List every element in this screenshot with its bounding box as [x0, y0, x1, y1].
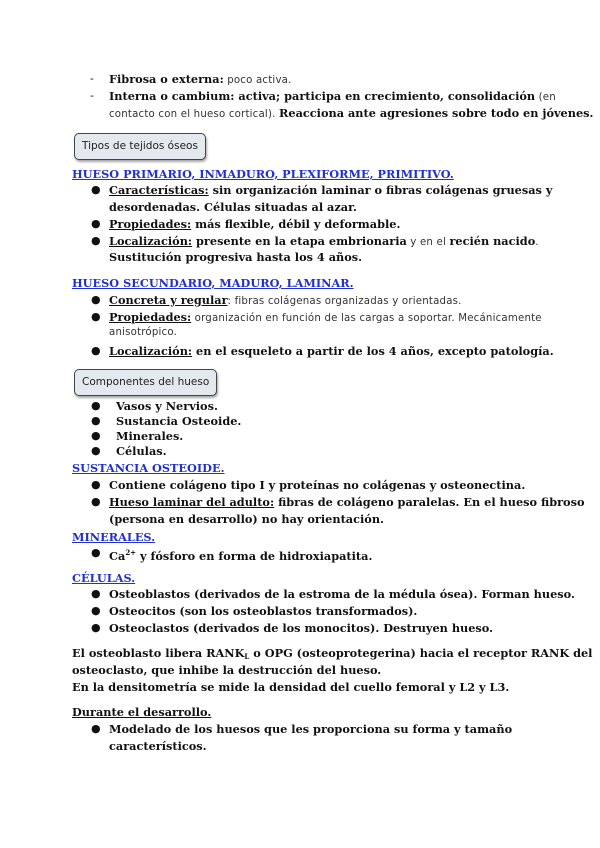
celulas-item: Osteoclastos (derivados de los monocitos). Destruyen hueso.: [109, 621, 494, 635]
secundario-propiedades-2: anisotrópico.: [109, 327, 178, 338]
capa-interna-label: Interna o cambium:: [109, 89, 235, 103]
primario-caracteristicas-2: desordenadas. Células situadas al azar.: [109, 200, 357, 214]
heading-sustancia-osteoide: SUSTANCIA OSTEOIDE.: [72, 461, 225, 475]
bullet-dot: ●: [91, 234, 101, 247]
componente-item: Vasos y Nervios.: [116, 399, 218, 413]
bullet-dot: ●: [91, 621, 101, 634]
bullet-dot: ●: [91, 722, 101, 735]
rank-subscript: L: [244, 652, 250, 661]
desarrollo-item-1: Modelado de los huesos que les proporciona su forma y tamaño: [109, 722, 513, 736]
bullet-dot: ●: [91, 310, 101, 323]
primario-caracteristicas: [109, 182, 552, 198]
localizacion-text: presente en la etapa embrionaria: [192, 234, 407, 248]
bullet-dot: ●: [91, 344, 101, 357]
propiedades-text: organización en función de las cargas a soportar. Mecánicamente: [191, 313, 542, 324]
secundario-concreta: [109, 292, 462, 310]
primario-localizacion-2: Sustitución progresiva hasta los 4 años.: [109, 250, 363, 264]
capa-interna-text: activa; participa en crecimiento, consolidación: [234, 89, 536, 103]
sustancia-item-2: [109, 494, 584, 510]
hueso-laminar-text: fibras de colágeno paralelas. En el hueso fibroso: [274, 495, 585, 509]
bullet-dot: ●: [91, 183, 101, 196]
celulas-item: Osteoblastos (derivados de la estroma de la médula ósea). Forman hueso.: [109, 587, 575, 601]
sustancia-item-2-line2: (persona en desarrollo) no hay orientación.: [109, 512, 384, 526]
primario-propiedades: [109, 216, 400, 232]
capa-interna-line2-bold: Reacciona ante agresiones sobre todo en jóvenes.: [279, 106, 594, 120]
capa-interna-paren: (en: [535, 92, 556, 103]
localizacion-label: Localización:: [109, 234, 193, 248]
bullet-dot: ●: [91, 399, 101, 412]
capa-fibrosa-label: Fibrosa o externa:: [109, 72, 224, 86]
bullet-dot: ●: [91, 546, 101, 559]
secundario-localizacion: [109, 343, 554, 359]
hueso-laminar-label: Hueso laminar del adulto:: [109, 495, 275, 509]
bullet-dot: ●: [91, 444, 101, 457]
desarrollo-item-1-line2: característicos.: [109, 739, 207, 753]
heading-desarrollo: Durante el desarrollo.: [72, 705, 212, 719]
componente-item: Células.: [116, 444, 167, 458]
dash-bullet: -: [90, 89, 94, 102]
sustancia-item-1: Contiene colágeno tipo I y proteínas no colágenas y osteonectina.: [109, 478, 526, 492]
rank-text-a: El osteoblasto libera RANK: [72, 646, 245, 660]
paragraph-rank-line2: osteoclasto, que inhibe la destrucción del hueso.: [72, 663, 382, 677]
propiedades-label: Propiedades:: [109, 310, 192, 324]
localizacion-text-b: recién nacido: [449, 234, 536, 248]
caracteristicas-label: Características:: [109, 183, 209, 197]
calcio-charge: 2+: [125, 548, 137, 557]
minerales-item-1: [109, 545, 372, 564]
concreta-text: : fibras colágenas organizadas y orientadas.: [227, 296, 462, 307]
bullet-dot: ●: [91, 587, 101, 600]
capa-interna-line2: [109, 105, 593, 123]
rank-text-b: o OPG (osteoprotegerina) hacia el receptor RANK del: [249, 646, 593, 660]
componente-item: Sustancia Osteoide.: [116, 414, 242, 428]
heading-hueso-primario: HUESO PRIMARIO, INMADURO, PLEXIFORME, PRIMITIVO.: [72, 167, 454, 181]
bullet-dot: ●: [91, 429, 101, 442]
capa-interna-line2-light: contacto con el hueso cortical).: [109, 109, 279, 120]
bullet-dot: ●: [91, 293, 101, 306]
heading-minerales: MINERALES.: [72, 530, 156, 544]
section-box-tipos: Tipos de tejidos óseos: [74, 133, 206, 160]
localizacion-label: Localización:: [109, 344, 193, 358]
capa-interna: [109, 88, 556, 106]
propiedades-text: más flexible, débil y deformable.: [191, 217, 401, 231]
heading-hueso-secundario: HUESO SECUNDARIO, MADURO, LAMINAR.: [72, 276, 354, 290]
bullet-dot: ●: [91, 495, 101, 508]
propiedades-label: Propiedades:: [109, 217, 192, 231]
localizacion-light: y en el: [406, 237, 450, 248]
capa-fibrosa-text: poco activa.: [223, 75, 292, 86]
capa-fibrosa: [109, 71, 292, 89]
bullet-dot: ●: [91, 217, 101, 230]
calcio-text: Ca: [109, 549, 126, 563]
localizacion-text: en el esqueleto a partir de los 4 años, excepto patología.: [192, 344, 554, 358]
heading-celulas: CÉLULAS.: [72, 571, 136, 585]
section-box-componentes: Componentes del hueso: [74, 369, 217, 396]
caracteristicas-text: sin organización laminar o fibras colágenas gruesas y: [208, 183, 553, 197]
componente-item: Minerales.: [116, 429, 184, 443]
bullet-dot: ●: [91, 478, 101, 491]
dash-bullet: -: [90, 72, 94, 85]
minerales-rest: y fósforo en forma de hidroxiapatita.: [136, 549, 373, 563]
concreta-label: Concreta y regular: [109, 293, 228, 307]
bullet-dot: ●: [91, 414, 101, 427]
localizacion-end: .: [535, 237, 539, 248]
paragraph-densitometria: En la densitometría se mide la densidad del cuello femoral y L2 y L3.: [72, 680, 510, 694]
bullet-dot: ●: [91, 604, 101, 617]
celulas-item: Osteocitos (son los osteoblastos transformados).: [109, 604, 418, 618]
